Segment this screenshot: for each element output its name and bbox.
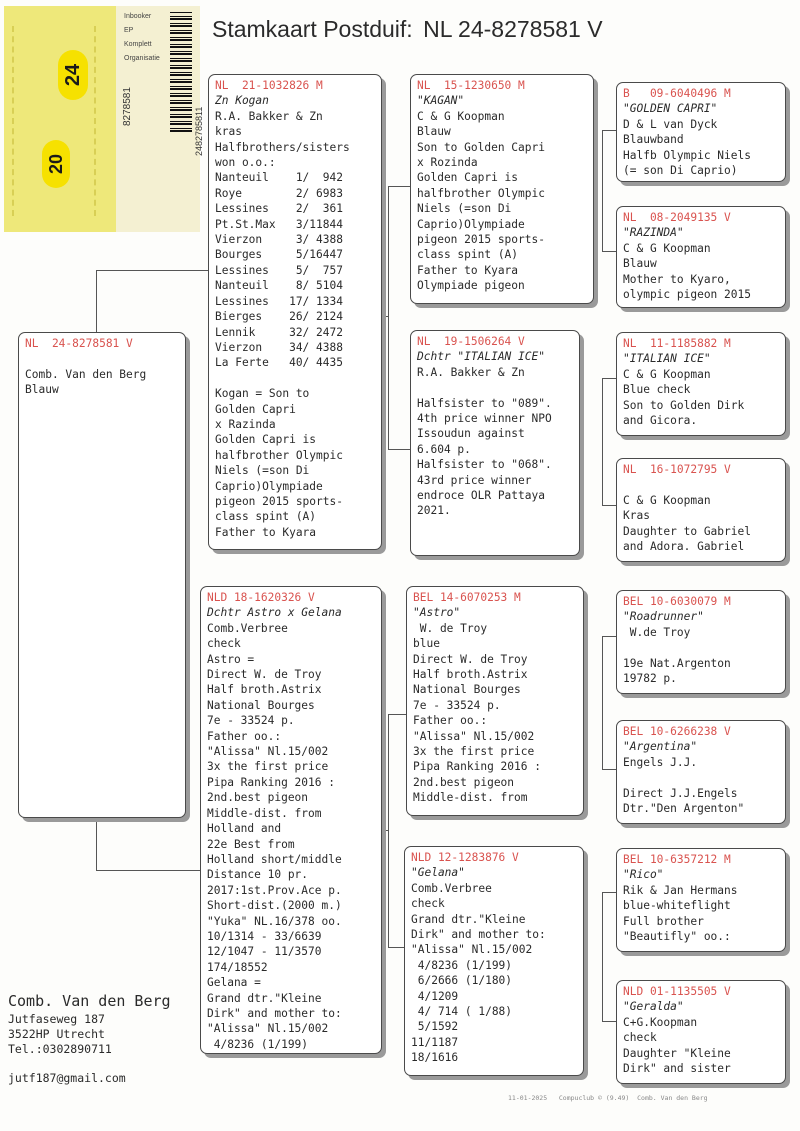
pigeon-detail-line: Bourges 5/16447: [215, 248, 343, 262]
sticker-code: 8278581: [122, 87, 133, 126]
pigeon-detail-line: Half broth.Astrix: [413, 668, 528, 682]
pigeon-card-dam: [200, 586, 382, 1054]
ring-number: BEL 10-6030079 M: [623, 595, 731, 608]
breeder-info: [8, 990, 171, 1086]
connector-ss-branch: [602, 130, 617, 252]
ring-number: NL 19-1506264 V: [417, 335, 525, 348]
pigeon-detail-line: 2021.: [417, 504, 451, 518]
pigeon-detail-line: Dirk" and mother to:: [207, 1006, 342, 1020]
pigeon-detail-line: Middle-dist. from: [207, 806, 322, 820]
connector-subject-dam: [96, 818, 209, 871]
pigeon-detail-line: [417, 380, 573, 395]
pigeon-card-ssd: [616, 206, 786, 308]
pigeon-detail-line: Niels (=son Di: [417, 202, 512, 216]
pigeon-detail-line: Nanteuil 8/ 5104: [215, 279, 343, 293]
pigeon-detail-line: Comb.Verbree: [411, 881, 492, 895]
pigeon-card-ds: [406, 586, 584, 816]
breeder-address: Jutfaseweg 187: [8, 1012, 105, 1026]
pigeon-card-dss: [616, 590, 786, 694]
pigeon-detail-line: Golden Capri: [215, 402, 296, 416]
pigeon-detail-line: Gelana =: [207, 976, 261, 990]
pigeon-detail-line: Mother to Kyaro,: [623, 272, 731, 286]
pigeon-detail-line: class spint (A): [417, 248, 519, 262]
pigeon-name: "Rico": [623, 868, 664, 882]
pigeon-detail-line: [623, 640, 779, 655]
pigeon-detail-line: Vierzon 3/ 4388: [215, 233, 343, 247]
pigeon-detail-line: C & G Koopman: [417, 109, 505, 123]
pigeon-detail-line: Halfbrothers/sisters: [215, 140, 350, 154]
pigeon-detail-line: check: [623, 1031, 657, 1045]
pigeon-detail-line: 5/1592: [411, 1020, 459, 1034]
pigeon-detail-line: Issoudun against: [417, 427, 525, 441]
ring-number: B 09-6040496 M: [623, 87, 731, 100]
page-title: [212, 16, 603, 43]
ring-number: BEL 10-6266238 V: [623, 725, 731, 738]
pigeon-detail-line: Bierges 26/ 2124: [215, 310, 343, 324]
pigeon-detail-line: blue-whiteflight: [623, 899, 731, 913]
pigeon-detail-line: [215, 371, 375, 386]
pigeon-detail-line: Pipa Ranking 2016 :: [413, 760, 541, 774]
pigeon-detail-line: 18/1616: [411, 1051, 459, 1065]
pigeon-detail-line: Blauw: [25, 383, 59, 397]
pigeon-detail-line: Caprio)Olympiade: [215, 479, 323, 493]
pigeon-detail-line: Middle-dist. from: [413, 791, 528, 805]
pigeon-detail-line: National Bourges: [413, 683, 521, 697]
pigeon-card-ss: [410, 74, 594, 304]
pigeon-detail-line: 4/ 714 ( 1/88): [411, 1005, 513, 1019]
pigeon-detail-line: Halfsister to "068".: [417, 458, 552, 472]
pigeon-detail-line: x Razinda: [215, 417, 276, 431]
pigeon-detail-line: 3x the first price: [413, 745, 535, 759]
connector-dd-branch: [602, 892, 617, 1022]
pigeon-detail-line: (= son Di Caprio): [623, 164, 738, 178]
sticker-barcode-text: 2482785811: [194, 106, 204, 156]
pigeon-detail-line: Holland and: [207, 822, 282, 836]
pigeon-detail-line: Golden Capri is: [215, 433, 317, 447]
pigeon-card-dds: [616, 848, 786, 952]
pigeon-detail-line: Blauwband: [623, 133, 684, 147]
pigeon-detail-line: 7e - 33524 p.: [207, 714, 295, 728]
pigeon-detail-line: Nanteuil 1/ 942: [215, 171, 343, 185]
pigeon-card-ddd: [616, 980, 786, 1084]
pigeon-detail-line: x Rozinda: [417, 156, 478, 170]
pigeon-detail-line: 7e - 33524 p.: [413, 698, 501, 712]
pigeon-detail-line: La Ferte 40/ 4435: [215, 356, 343, 370]
pigeon-detail-line: Direct J.J.Engels: [623, 786, 738, 800]
pigeon-detail-line: Holland short/middle: [207, 852, 342, 866]
pigeon-detail-line: "Yuka" NL.16/378 oo.: [207, 914, 342, 928]
pigeon-detail-line: 22e Best from: [207, 837, 295, 851]
pigeon-detail-line: won o.o.:: [215, 156, 276, 170]
pigeon-detail-line: Father to Kyara: [417, 263, 519, 277]
pigeon-detail-line: Dirk" and mother to:: [411, 928, 546, 942]
pigeon-detail-line: Lennik 32/ 2472: [215, 325, 343, 339]
pigeon-detail-line: Direct W. de Troy: [207, 668, 322, 682]
footer-text: 11-01-2025 Compuclub © (9.49) Comb. Van den Berg: [508, 1094, 708, 1102]
breeder-phone: Tel.:0302890711: [8, 1042, 112, 1056]
pigeon-detail-line: [25, 351, 179, 366]
pigeon-detail-line: Blauw: [623, 257, 657, 271]
sticker-year: 20: [42, 140, 70, 188]
pigeon-detail-line: Direct W. de Troy: [413, 652, 528, 666]
connector-sire-branch: [388, 186, 411, 450]
ring-number: BEL 10-6357212 M: [623, 853, 731, 866]
pigeon-detail-line: Roye 2/ 6983: [215, 186, 343, 200]
pigeon-detail-line: C & G Koopman: [623, 367, 711, 381]
pigeon-detail-line: Halfsister to "089".: [417, 396, 552, 410]
pigeon-detail-line: olympic pigeon 2015: [623, 288, 751, 302]
pigeon-detail-line: check: [207, 637, 241, 651]
connector-subject-sire: [96, 270, 209, 333]
ring-number: NL 08-2049135 V: [623, 211, 731, 224]
pigeon-detail-line: Pt.St.Max 3/11844: [215, 217, 343, 231]
sticker-big-number: 24: [58, 50, 88, 100]
pigeon-detail-line: Half broth.Astrix: [207, 683, 322, 697]
pigeon-detail-line: "Alissa" Nl.15/002: [207, 1022, 329, 1036]
pigeon-detail-line: Grand dtr."Kleine: [411, 912, 526, 926]
pigeon-detail-line: Astro =: [207, 652, 255, 666]
pigeon-detail-line: "Alissa" Nl.15/002: [207, 745, 329, 759]
pigeon-name: "RAZINDA": [623, 226, 684, 240]
pigeon-name: "Geralda": [623, 1000, 684, 1014]
pigeon-detail-line: 6/2666 (1/180): [411, 974, 513, 988]
pigeon-detail-line: 10/1314 - 33/6639: [207, 929, 322, 943]
pigeon-detail-line: Blue check: [623, 383, 691, 397]
pigeon-detail-line: blue: [413, 637, 440, 651]
pigeon-detail-line: Vierzon 34/ 4388: [215, 340, 343, 354]
pigeon-card-dsd: [616, 720, 786, 824]
connector-dam-stub: [382, 830, 388, 831]
breeder-city: 3522HP Utrecht: [8, 1027, 105, 1041]
pigeon-detail-line: 4/8236 (1/199): [411, 958, 513, 972]
breeder-name: Comb. Van den Berg: [8, 992, 171, 1010]
pigeon-detail-line: Father to Kyara: [215, 525, 317, 539]
pigeon-detail-line: kras: [215, 125, 242, 139]
pigeon-name: "Astro": [413, 606, 461, 620]
pigeon-name: "Roadrunner": [623, 610, 704, 624]
pigeon-detail-line: R.A. Bakker & Zn: [417, 365, 525, 379]
pigeon-name: [623, 477, 779, 492]
ring-number: BEL 14-6070253 M: [413, 591, 521, 604]
pigeon-detail-line: 12/1047 - 11/3570: [207, 945, 322, 959]
pigeon-detail-line: Caprio)Olympiade: [417, 217, 525, 231]
pigeon-detail-line: "Beautifly" oo.:: [623, 930, 731, 944]
pigeon-detail-line: 43rd price winner: [417, 473, 532, 487]
pigeon-card-sss: [616, 82, 786, 182]
pigeon-detail-line: Son to Golden Capri: [417, 140, 545, 154]
pigeon-detail-line: C+G.Koopman: [623, 1015, 698, 1029]
ring-number: NL 21-1032826 M: [215, 79, 323, 92]
pigeon-detail-line: Lessines 2/ 361: [215, 202, 343, 216]
pigeon-detail-line: Father oo.:: [413, 714, 488, 728]
pigeon-detail-line: Blauw: [417, 125, 451, 139]
pigeon-detail-line: class spint (A): [215, 510, 317, 524]
pigeon-detail-line: Father oo.:: [207, 729, 282, 743]
pigeon-detail-line: Distance 10 pr.: [207, 868, 309, 882]
pigeon-detail-line: R.A. Bakker & Zn: [215, 109, 323, 123]
pigeon-detail-line: and Gicora.: [623, 414, 698, 428]
pigeon-detail-line: W.de Troy: [623, 625, 691, 639]
pigeon-detail-line: Comb. Van den Berg: [25, 367, 147, 381]
pigeon-name: "GOLDEN CAPRI": [623, 102, 718, 116]
pigeon-detail-line: Lessines 17/ 1334: [215, 294, 343, 308]
pigeon-detail-line: Niels (=son Di: [215, 464, 310, 478]
pigeon-detail-line: halfbrother Olympic: [417, 186, 545, 200]
pigeon-detail-line: Golden Capri is: [417, 171, 519, 185]
pigeon-name: "Gelana": [411, 866, 465, 880]
pigeon-detail-line: halfbrother Olympic: [215, 448, 343, 462]
pigeon-detail-line: 2017:1st.Prov.Ace p.: [207, 883, 342, 897]
connector-sire-stub: [382, 316, 388, 317]
pigeon-detail-line: 2nd.best pigeon: [207, 791, 309, 805]
pigeon-detail-line: 4/1209: [411, 989, 459, 1003]
pigeon-detail-line: D & L van Dyck: [623, 117, 718, 131]
pigeon-detail-line: Son to Golden Dirk: [623, 398, 745, 412]
pigeon-detail-line: C & G Koopman: [623, 241, 711, 255]
pigeon-detail-line: Comb.Verbree: [207, 621, 288, 635]
pigeon-detail-line: National Bourges: [207, 698, 315, 712]
pigeon-detail-line: [623, 770, 779, 785]
pigeon-detail-line: Olympiade pigeon: [417, 279, 525, 293]
pigeon-detail-line: Rik & Jan Hermans: [623, 883, 738, 897]
pigeon-detail-line: Kogan = Son to: [215, 387, 310, 401]
pigeon-detail-line: Lessines 5/ 757: [215, 263, 343, 277]
ring-number: NLD 12-1283876 V: [411, 851, 519, 864]
pigeon-detail-line: C & G Koopman: [623, 493, 711, 507]
pigeon-card-sds: [616, 332, 786, 436]
pigeon-detail-line: Full brother: [623, 914, 704, 928]
barcode-icon: [170, 12, 192, 132]
pigeon-detail-line: 2nd.best pigeon: [413, 775, 515, 789]
pigeon-detail-line: endroce OLR Pattaya: [417, 489, 545, 503]
pigeon-detail-line: 11/1187: [411, 1035, 459, 1049]
sticker-logos: Inbooker EP Komplett Organisatie: [124, 13, 160, 62]
pigeon-detail-line: Kras: [623, 509, 650, 523]
title-label: Stamkaart Postduif:: [212, 16, 413, 42]
pigeon-detail-line: 174/18552: [207, 960, 268, 974]
connector-ds-branch: [602, 636, 617, 770]
pigeon-name: Dchtr Astro x Gelana: [207, 606, 342, 620]
pigeon-card-sire: [208, 74, 382, 550]
pigeon-detail-line: pigeon 2015 sports-: [417, 233, 545, 247]
pigeon-name: Dchtr "ITALIAN ICE": [417, 350, 545, 364]
pigeon-detail-line: check: [411, 897, 445, 911]
pigeon-detail-line: 19782 p.: [623, 672, 677, 686]
pigeon-name: "Argentina": [623, 740, 698, 754]
pigeon-detail-line: and Adora. Gabriel: [623, 540, 745, 554]
pigeon-card-sd: [410, 330, 580, 556]
ring-sticker: [4, 6, 204, 232]
pigeon-detail-line: Engels J.J.: [623, 755, 698, 769]
pigeon-detail-line: 19e Nat.Argenton: [623, 656, 731, 670]
ring-number: NL 15-1230650 M: [417, 79, 525, 92]
ring-number: NL 11-1185882 M: [623, 337, 731, 350]
ring-number: NLD 01-1135505 V: [623, 985, 731, 998]
pigeon-detail-line: Daughter to Gabriel: [623, 524, 751, 538]
pigeon-detail-line: Dtr."Den Argenton": [623, 802, 745, 816]
pigeon-detail-line: "Alissa" Nl.15/002: [411, 943, 533, 957]
pigeon-detail-line: "Alissa" Nl.15/002: [413, 729, 535, 743]
pigeon-detail-line: Halfb Olympic Niels: [623, 148, 751, 162]
pigeon-card-sdd: [616, 458, 786, 562]
pigeon-card-subject: [18, 332, 186, 818]
pigeon-detail-line: 3x the first price: [207, 760, 329, 774]
pigeon-detail-line: pigeon 2015 sports-: [215, 494, 343, 508]
pigeon-detail-line: 4/8236 (1/199): [207, 1037, 309, 1051]
connector-sd-branch: [602, 378, 617, 506]
pigeon-detail-line: W. de Troy: [413, 621, 488, 635]
pigeon-name: Zn Kogan: [215, 94, 269, 108]
ring-number: NLD 18-1620326 V: [207, 591, 315, 604]
pigeon-detail-line: Daughter "Kleine: [623, 1046, 731, 1060]
pigeon-detail-line: Short-dist.(2000 m.): [207, 899, 342, 913]
pigeon-detail-line: Grand dtr."Kleine: [207, 991, 322, 1005]
pigeon-detail-line: 4th price winner NPO: [417, 412, 552, 426]
pigeon-card-dd: [404, 846, 584, 1076]
pigeon-name: "KAGAN": [417, 94, 465, 108]
pigeon-detail-line: Dirk" and sister: [623, 1062, 731, 1076]
ring-number: NL 24-8278581 V: [25, 337, 133, 350]
ring-number: NL 16-1072795 V: [623, 463, 731, 476]
pigeon-detail-line: 6.604 p.: [417, 442, 471, 456]
breeder-email: jutf187@gmail.com: [8, 1071, 126, 1085]
pigeon-detail-line: Pipa Ranking 2016 :: [207, 775, 335, 789]
pigeon-name: "ITALIAN ICE": [623, 352, 711, 366]
title-ring: NL 24-8278581 V: [423, 16, 603, 42]
